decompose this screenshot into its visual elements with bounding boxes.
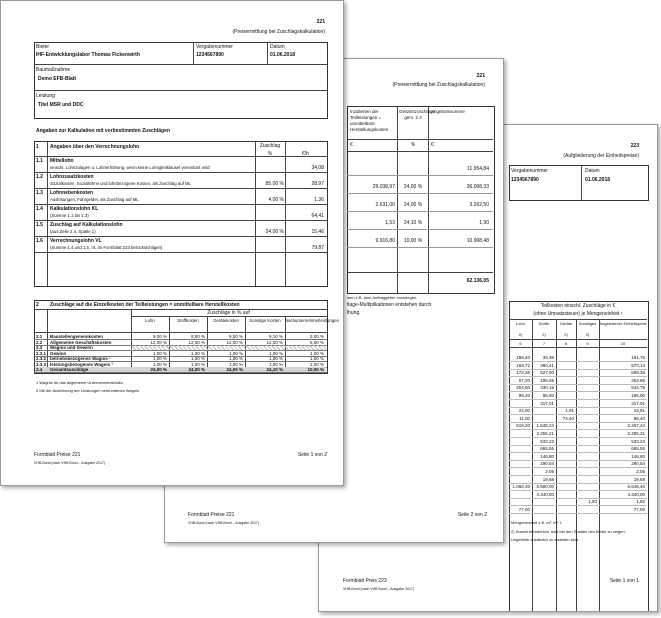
page3-col-header: Stoffe	[538, 321, 550, 326]
page1-s1-row-desc: Sozialkosten, Soziallöhne und lohnbezogene Kosten, als Zuschlag auf ML	[50, 181, 191, 186]
page3-cell: 1.648,24	[536, 423, 554, 429]
page3-datum-label: Datum	[585, 168, 600, 174]
page3-cell: 699,36	[631, 370, 645, 376]
page1-s2-cell: 9,00 %	[152, 334, 167, 339]
page3-cell: 4.340,00	[536, 491, 554, 497]
page3-cell: 317,01	[631, 400, 645, 406]
page3-footer-page: Seite 1 von 1	[609, 578, 639, 584]
page3-header-line	[509, 339, 647, 340]
page3-cell: 533,23	[540, 438, 554, 444]
page1-s2-row-num: 2.3	[36, 345, 43, 350]
page2-row-line	[347, 193, 493, 194]
page3-cell: 1,91	[565, 408, 574, 414]
page3-col-line	[576, 319, 577, 612]
page1-s2-cell: 2,00 %	[309, 334, 324, 339]
page3-table-subheader: (ohne Umsatzsteuer) je Mengeneinheit ¹	[533, 311, 623, 317]
page2-row-line	[347, 229, 493, 230]
page2-note-2: tlage-Multiplikationen entstehen durch	[347, 302, 432, 308]
page1-s1-row-val: 15,46	[311, 229, 324, 235]
page1-s2-row-num: 2.2	[36, 339, 43, 345]
page3-cell: 186,00	[631, 393, 645, 398]
page1-s1-row-num: 1.3	[36, 190, 43, 196]
page1-s2-title: Zuschläge auf die Einzelkosten der Teilleistungen = unmittelbare Herstellkosten	[50, 302, 240, 308]
page1-s1-row-pct: 85,00 %	[265, 181, 284, 187]
page1-s1-row-val: 64,41	[311, 213, 324, 219]
page3-cell: 11,00	[519, 415, 530, 421]
page3-subtitle: (Aufgliederung der Einheitspreise)	[563, 153, 639, 159]
page1-s2-row-num: 2.3.1	[36, 350, 47, 356]
page3-cell: 204,60	[516, 385, 530, 391]
page3-col-sub: 2)	[518, 332, 523, 337]
page1-s2-cell: 1,00 %	[228, 350, 243, 356]
page1-s1-row-title: Mittellohn	[50, 158, 74, 164]
page3-cell: 665,55	[540, 446, 554, 452]
page1-footer-title: Formblatt Preise 221	[34, 452, 81, 458]
page3-vergabe-label: Vergabenummer	[511, 168, 548, 174]
page2-cell-sum: 10.908,48	[466, 238, 489, 244]
page1-s1-row-title: Lohnnebenkosten	[50, 190, 94, 196]
page2-note-3: lhung.	[347, 310, 361, 316]
page3-cell: 534,79	[631, 385, 645, 391]
page1-s2-cell: 12,00 %	[226, 339, 243, 345]
page3-col-num: 6	[519, 341, 522, 346]
page1-s2-row-num: 2.3.3	[36, 361, 47, 367]
page3-cell: 263,85	[631, 377, 645, 383]
page1-s2-row-line	[34, 372, 327, 373]
page2-cell-sum: 11.954,84	[467, 166, 489, 172]
page1-s1-line	[34, 172, 327, 173]
page1-s1-line	[34, 236, 327, 237]
page2-subtitle: (Preisermittlung bei Zuschlagskalkulation)	[392, 82, 485, 88]
page3-cell: 22,00	[518, 408, 530, 414]
page1-bieter-value: IHF-Entwicklungslabor Thomas Fickenwirth	[36, 52, 140, 58]
page2-row-line	[347, 211, 493, 212]
page1-s2-cell: 1,00 %	[268, 350, 283, 356]
page1-s2-row-label: Wagnis und Gewinn	[50, 345, 93, 350]
page3-cell: 19,68	[633, 476, 645, 482]
page1-s2-row-label: betriebsbezogenes Wagnis ¹	[50, 356, 111, 361]
page3-cell: 156,40	[516, 355, 530, 360]
page3-col-header: Lohn	[516, 321, 525, 326]
page3-col-num: 7	[542, 341, 546, 346]
page2-cost-table	[347, 106, 495, 294]
page2-row-line	[347, 247, 493, 248]
page1-s2-cell: 9,00 %	[190, 334, 205, 339]
page1-s2-cell: 24,00 %	[226, 367, 243, 372]
page3-cell: 77,00	[633, 507, 645, 512]
page3-cell: 146,80	[631, 453, 645, 459]
page3-cell: 77,00	[518, 507, 530, 512]
page1-s2-row-num: 2.4	[36, 367, 43, 372]
page1-s1-row-num: 1.5	[36, 222, 43, 228]
page1-s2-col-header: Gerätekosten	[213, 318, 239, 323]
page3-col-header: Geräte	[559, 321, 573, 326]
page1-s1-line	[34, 156, 327, 157]
page1-s2-cell: 12,00 %	[188, 339, 205, 345]
page1-s2-row-label: leistungsbezogenes Wagnis ²	[50, 361, 113, 367]
page1-s1-row-desc: (aus Zeile 2.4, Spalte 1)	[50, 229, 96, 234]
page2-unit-2: %	[410, 142, 416, 148]
page1-s2-cell: 1,00 %	[309, 350, 324, 356]
page1-s2-cell: 1,00 %	[152, 350, 167, 356]
page1-s2-row-label: Allgemeine Geschäftskosten	[50, 339, 112, 345]
page3-cell: 330,19	[540, 385, 554, 391]
page3-footer-title: Formblatt Preis 223	[343, 578, 387, 584]
page3-cell: 67,20	[518, 377, 530, 383]
page1-s2-cell: 9,00 %	[228, 334, 243, 339]
page3-cell: 2.267,44	[627, 423, 645, 429]
page1-s2-col-header: Nachunternehmerleistungen	[285, 318, 339, 323]
page1-s2-cell: 1,00 %	[152, 361, 167, 367]
page1-section-title: Angaben zur Kalkulation mit vorbestimmten Zuschlägen	[36, 128, 170, 134]
page2-cell-cost: 29.038,97	[372, 184, 395, 190]
page3-footer-sub: VHB-Bund (nach VHB Bund – Ausgabe 2017)	[343, 587, 415, 591]
page2-cell-pct: 24,00 %	[403, 202, 423, 208]
page1-footnote-2: 2 Mit der Ausführung der Leistungen verbundenes Wagnis	[36, 388, 140, 393]
page-221-1	[0, 0, 344, 486]
page2-cell-pct: 10,00 %	[403, 238, 423, 244]
page3-col-num: 8	[564, 341, 568, 346]
page1-s2-cell: 24,10 %	[266, 367, 283, 372]
page2-number: 221	[476, 73, 485, 79]
page3-cell: 99,20	[518, 393, 530, 398]
page1-s1-row-title: Kalkulationslohn KL	[50, 206, 99, 212]
page1-datum-value: 01.06.2018	[270, 52, 296, 58]
page2-cell-pct: 24,10 %	[403, 220, 423, 226]
page3-cell: 2,05	[545, 469, 554, 474]
page1-s2-row-num: 2.3.2	[36, 356, 47, 361]
page3-cell: 665,55	[631, 446, 645, 452]
page3-col-line	[556, 319, 557, 612]
page3-cell: 6.646,40	[627, 484, 645, 490]
page3-col-num: 9	[586, 341, 589, 346]
page1-s2-cell: 10,00 %	[307, 367, 324, 372]
page1-s2-cell: 1,00 %	[309, 356, 324, 361]
page1-s2-cell: 9,10 %	[268, 334, 283, 339]
page1-footnote-1: 1 Wagnis für das allgemeine Unternehmensrisiko	[36, 380, 124, 385]
page3-col-header: Angebotener Einheitspreis	[599, 321, 647, 326]
page3-footnote-2: 2) Soweit erforderlich, sind bei den Spalten des Bieter zu zeigen.	[511, 529, 626, 534]
page1-number: 221	[316, 19, 325, 25]
page3-datum-value: 01.06.2018	[585, 177, 611, 183]
page2-cell-pct: 24,00 %	[403, 184, 423, 190]
page1-s1-row-val: 79,87	[311, 245, 324, 251]
page1-s1-row-title: Lohnzusatzkosten	[50, 174, 94, 180]
page1-bau-value: Demo EFB-Blatt	[38, 76, 77, 82]
page1-s2-col-header: Sonstige Kosten	[249, 318, 281, 323]
page3-col-num: 10	[620, 341, 626, 346]
page1-s1-col1: Zuschlag	[259, 143, 281, 149]
page3-footnote-1: Mengeneinheit z.B. m², m³, t	[511, 520, 562, 525]
page3-col-sub: 2)	[585, 332, 590, 337]
page3-cell: 1.066,40	[512, 484, 530, 490]
page3-cell: 2.255,21	[536, 431, 554, 436]
page1-s2-cell: 1,00 %	[268, 356, 283, 361]
page1-s1-num: 1	[36, 144, 39, 150]
page1-leistung-label: Leistung	[36, 93, 55, 99]
page3-footnote-3: Ungelöhte zusätzlich zu erstellen sind.	[511, 537, 580, 542]
page3-cell: 290,54	[631, 461, 645, 467]
page1-s2-row-label: Baustellengemeinkosten	[50, 334, 104, 339]
page1-s1-row-val: 28,97	[311, 181, 324, 187]
page2-h1: Inzidierten der Teilleistungen = unmittelbare Herstellungskosten	[350, 109, 389, 132]
page3-cell: 4.340,00	[627, 491, 645, 497]
page1-s2-cell: 24,00 %	[150, 367, 167, 372]
page1-s1-row-num: 1.6	[36, 238, 43, 244]
page1-s2-col-header: Lohn	[145, 318, 155, 323]
page2-cell-cost: 1,53	[385, 220, 395, 226]
page3-cell: 19,68	[542, 476, 554, 482]
page3-vergabe-value: 1234567890	[511, 177, 539, 183]
page2-cell-sum: 3.262,50	[469, 202, 489, 208]
page3-cell: 146,80	[540, 453, 554, 459]
page3-cell: 35,36	[542, 355, 554, 360]
page1-s1-row-num: 1.1	[36, 158, 43, 164]
page2-h3: Angebotssumme	[431, 109, 465, 114]
page3-cell: 1,50	[636, 499, 645, 505]
page3-cell: 74,40	[562, 415, 574, 421]
page1-s2-cell: 12,00 %	[150, 339, 167, 345]
page1-s2-row-num: 2.1	[36, 334, 43, 339]
page3-table-header: Teilkosten einschl. Zuschläge in €	[540, 303, 616, 309]
page1-s2-col-line	[47, 309, 48, 373]
page1-s1-row-pct: 24,00 %	[265, 229, 284, 235]
page1-s1-row-desc: Auslösungen, Fahrgelder, als Zuschlag auf ML	[50, 197, 139, 202]
page1-s1-line	[34, 188, 327, 189]
page1-s2-row-label: Gewinn	[50, 350, 67, 356]
page1-s1-row-val: 34,08	[311, 165, 324, 171]
page3-cell: 85,40	[633, 415, 645, 421]
page2-cell-sum: 36.008,33	[466, 184, 489, 190]
page1-s2-line	[34, 332, 327, 333]
page3-cell: 5.580,00	[536, 484, 554, 490]
page2-cell-sum: 1,90	[479, 220, 489, 226]
page1-datum-label: Datum	[270, 44, 285, 50]
page1-s1-row-desc: (Summe 1.4 und 1.5, VL im Formblatt 223 berücksichtigen)	[50, 245, 163, 250]
page1-s1-line	[34, 204, 327, 205]
page1-s1-row-desc: einschl. Lohnzulagen u. Lohnerhöhung, wenn keine Lohngleitklausel vereinbart wird	[50, 165, 210, 170]
page3-row-line	[509, 513, 647, 514]
page3-col-header: Sonstiges	[578, 321, 597, 326]
page2-footer-page: Seite 2 von 2	[457, 512, 487, 518]
page1-leistung-value: Titel MSR und DDC	[38, 102, 84, 108]
page3-cell: 172,36	[516, 370, 530, 376]
page1-s2-cell: 1,00 %	[309, 361, 324, 367]
page1-s2-cell: 1,00 %	[190, 350, 205, 356]
page2-total: 62.136,05	[466, 278, 489, 284]
page1-footer-sub: VHB-Bund (nach VHB Bund – Ausgabe 2017)	[34, 461, 106, 465]
page3-cell: 1,50	[588, 499, 597, 505]
page3-cell: 2,05	[636, 469, 645, 474]
page1-s1-row-val: 1,36	[314, 197, 324, 203]
page1-s1-row-title: Zuschlag auf Kalkulationslohn	[50, 222, 123, 228]
page1-s1-title: Angaben über den Verrechnungslohn	[50, 144, 140, 150]
page1-s2-num: 2	[36, 302, 39, 308]
page3-cell: 570,13	[631, 362, 645, 368]
page1-s2-cell: 1,00 %	[228, 361, 243, 367]
page1-s1-row-pct: 4,00 %	[268, 197, 284, 203]
page3-cell: 290,54	[540, 461, 554, 467]
page2-footer-title: Formblatt Preise 221	[188, 512, 235, 518]
page1-s1-line	[34, 220, 327, 221]
page3-cell: 191,76	[631, 355, 645, 360]
page1-s2-cell: 1,00 %	[228, 356, 243, 361]
page3-cell: 527,00	[540, 370, 554, 376]
page3-cell: 317,01	[540, 400, 554, 406]
page1-s2-group: Zuschläge in % auf	[207, 310, 250, 316]
page2-cell-cost: 9.916,80	[375, 238, 395, 244]
page3-col-sub: 2)	[542, 332, 546, 337]
page2-row-line	[347, 175, 493, 176]
page1-s1-col2: €/h	[302, 151, 309, 157]
page1-vergabe-label: Vergabenummer	[196, 44, 233, 50]
page1-bieter-label: Bieter	[36, 44, 50, 50]
page2-unit-1: €	[350, 142, 353, 148]
page1-s2-cell: 5,00 %	[309, 339, 324, 345]
page1-s1-row-desc: (Summe 1.1 bis 1.3)	[50, 213, 89, 218]
page1-s2-col-header: Stoffkosten	[177, 318, 199, 323]
page2-note-1: inen z.B. dem Auftraggeber vorzulegen.	[347, 295, 418, 300]
page1-s2-cell: 1,00 %	[190, 356, 205, 361]
page3-cell: 380,41	[540, 362, 554, 368]
page1-footer-page: Seite 1 von 2	[297, 452, 327, 458]
page1-s1-line	[34, 252, 327, 253]
page1-s2-cell: 1,00 %	[152, 356, 167, 361]
page3-cell: 519,20	[516, 423, 530, 429]
page1-s2-cell: 24,00 %	[188, 367, 205, 372]
page2-footer-sub: VHB-Bund (nach VHB Bund – Ausgabe 2017)	[188, 521, 260, 525]
page1-s2-row-label: Gesamtzuschläge	[50, 367, 89, 372]
page1-s2-cell: 1,00 %	[268, 361, 283, 367]
page2-unit-3: €	[431, 142, 434, 148]
page2-cell-cost: 2.631,00	[375, 202, 395, 208]
page1-s1-row-num: 1.4	[36, 206, 43, 212]
page1-s2-cell: 1,00 %	[190, 361, 205, 367]
page3-cell: 169,72	[516, 362, 530, 368]
page1-bau-label: Baumaßnahme	[36, 67, 71, 73]
page3-cell: 23,91	[633, 408, 645, 414]
page1-vergabe-value: 1234567890	[196, 52, 224, 58]
page3-cell: 533,23	[631, 438, 645, 444]
page1-subtitle: (Preisermittlung bei Zuschlagskalkulation)	[232, 29, 325, 35]
page3-cell: 196,65	[540, 377, 554, 383]
page1-s2-cell: 12,00 %	[266, 339, 283, 345]
page3-number: 223	[630, 143, 639, 149]
page1-s1-row-num: 1.2	[36, 174, 43, 180]
page3-col-sub: 2)	[564, 332, 568, 337]
page3-cell: 2.255,21	[627, 431, 645, 436]
page3-header-line	[509, 347, 647, 348]
page2-h2: Gesamtzuschläge gem. 2.4	[399, 109, 436, 120]
page3-cell: 86,80	[542, 393, 554, 398]
page1-s1-row-title: Verrechnungslohn VL	[50, 238, 102, 244]
page1-s1-col1b: %	[267, 151, 273, 157]
